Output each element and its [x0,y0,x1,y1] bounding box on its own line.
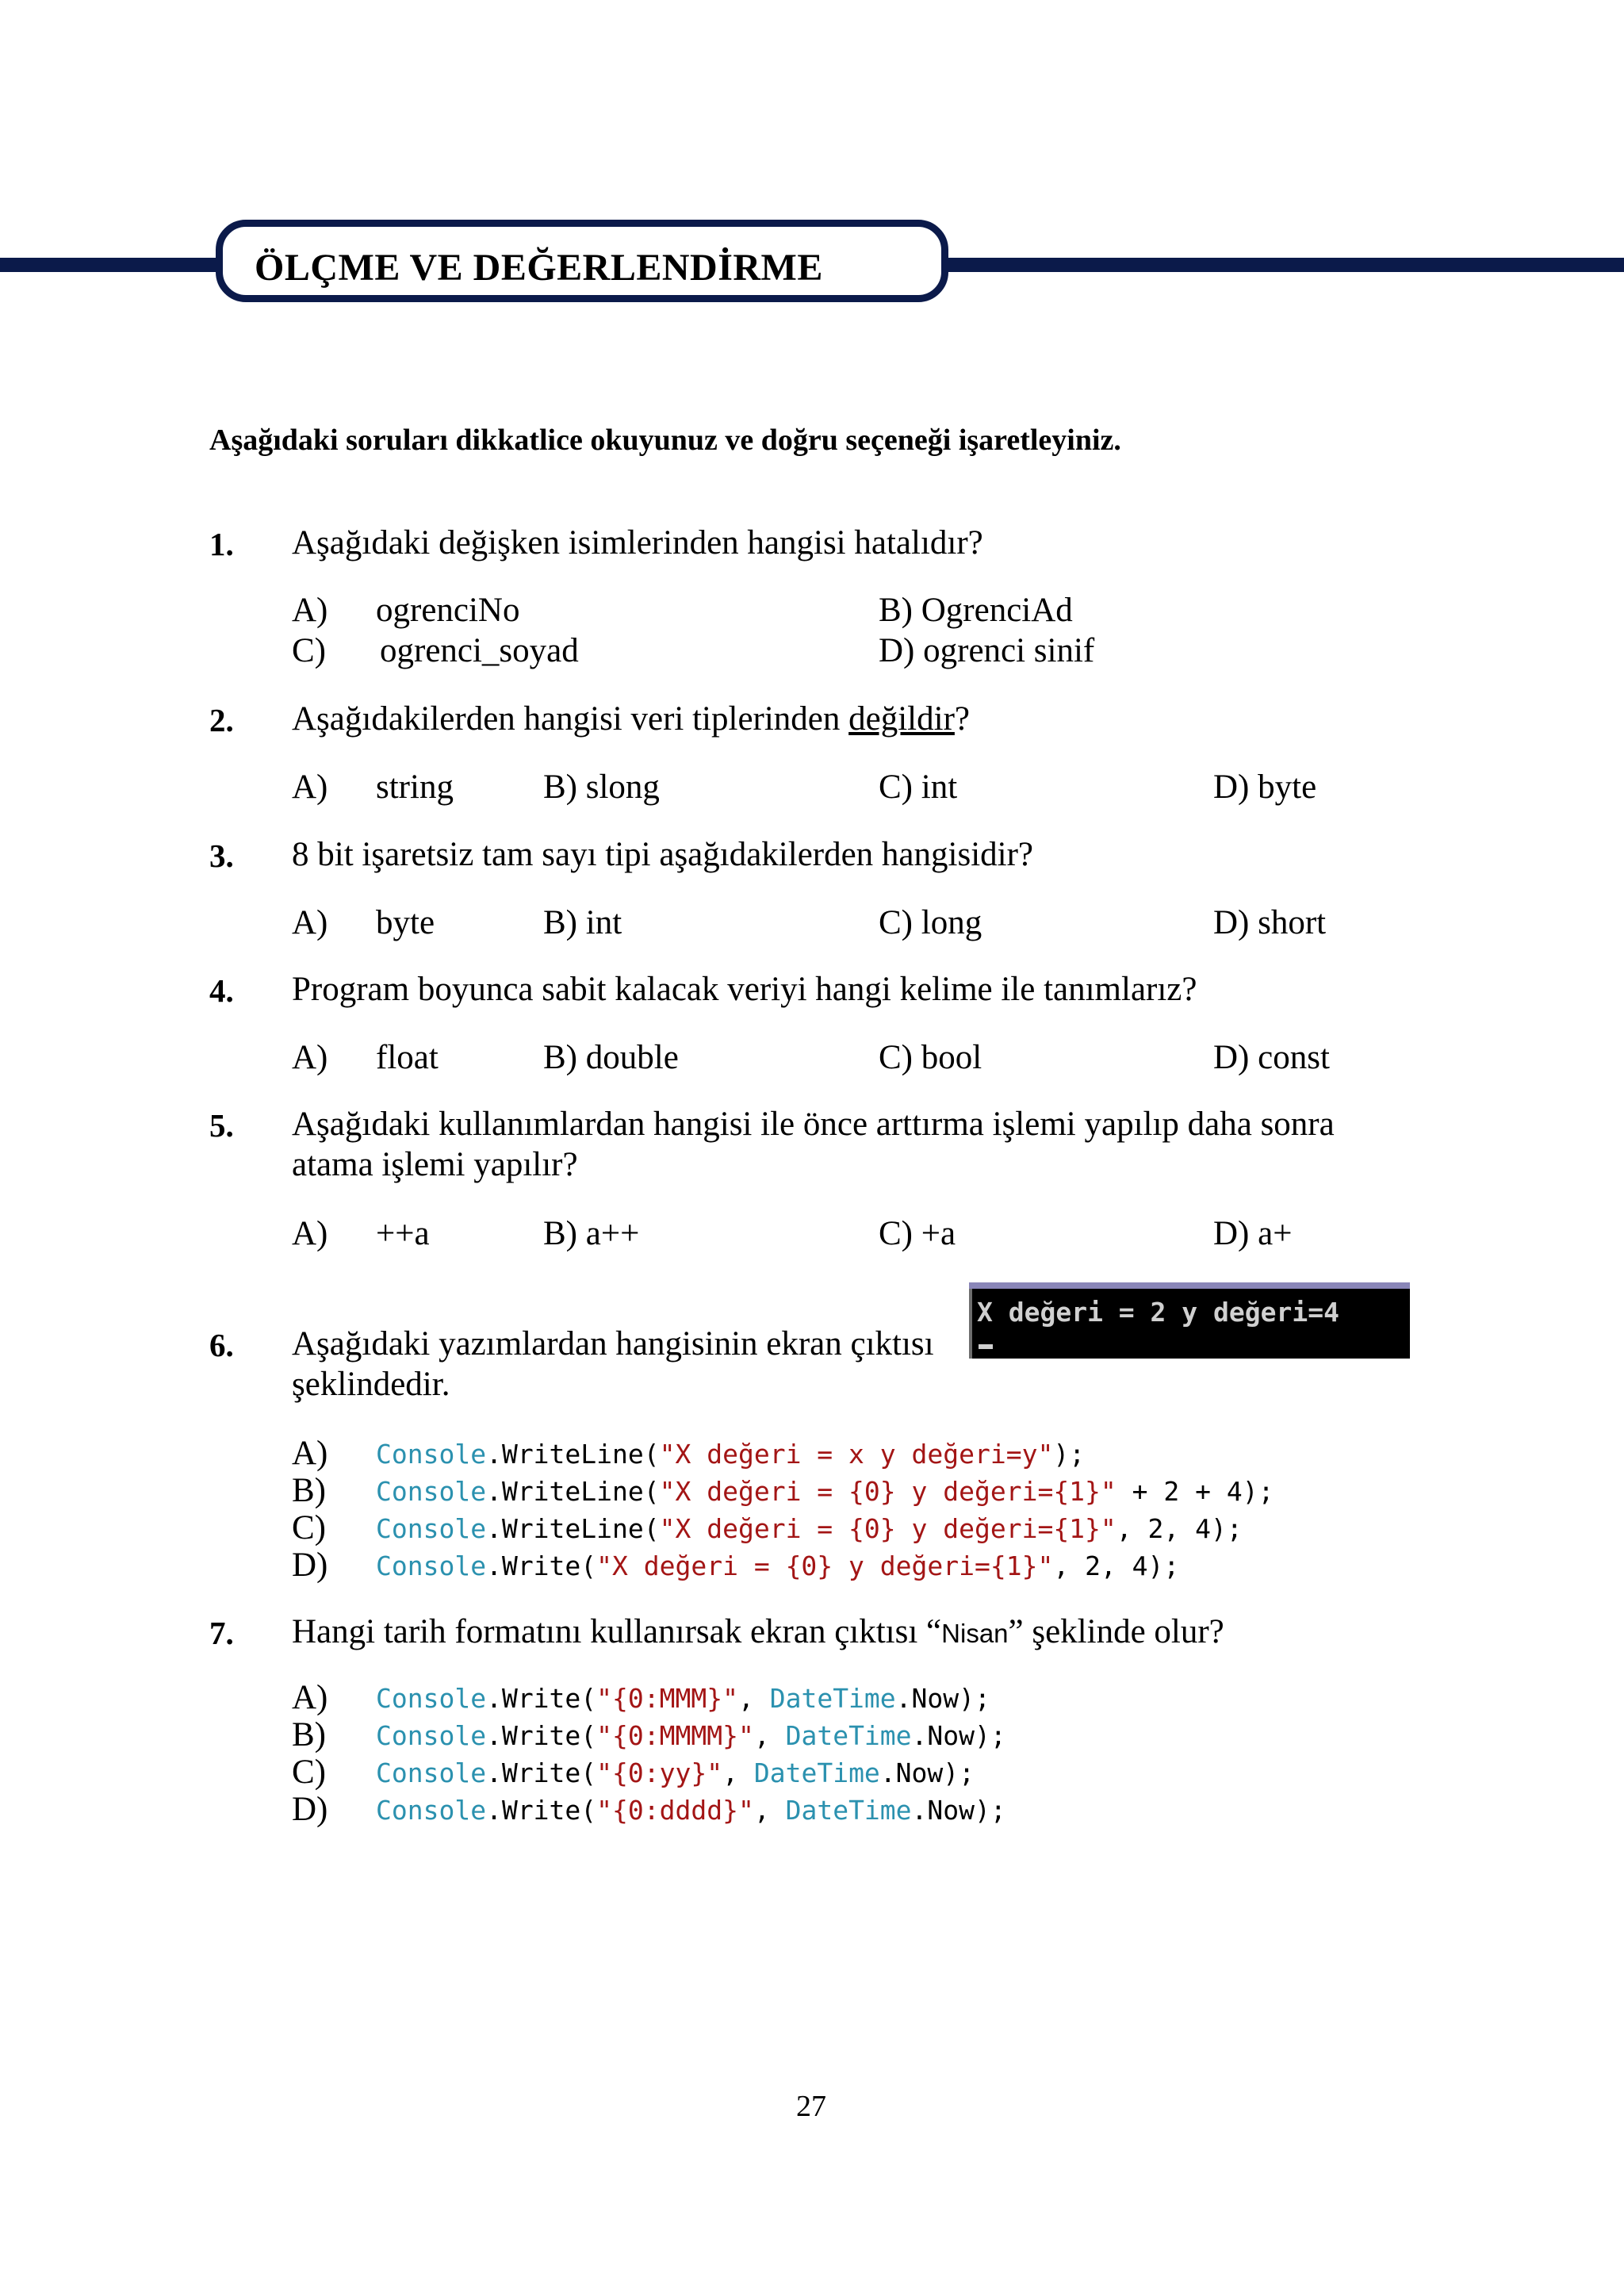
q1-option-a: ogrenciNo [376,592,520,629]
header-band-left [0,258,230,272]
q1-option-d: D) ogrenci sinif [879,632,1095,669]
q1-option-b: B) OgrenciAd [879,592,1073,629]
q2-option-d: D) byte [1213,768,1317,806]
question-5-text-line1: Aşağıdaki kullanımlardan hangisi ile önce arttırma işlemi yapılıp daha sonra [292,1106,1335,1143]
q6-option-b-label: B) [292,1472,326,1509]
q7-option-a-code: Console.Write("{0:MMM}", DateTime.Now); [376,1683,990,1714]
question-6-text-line2: şeklindedir. [292,1366,450,1403]
q7-option-d-label: D) [292,1791,328,1828]
section-title-box [216,220,948,302]
question-6-text-line1: Aşağıdaki yazımlardan hangisinin ekran çıktısı [292,1325,934,1363]
question-1-number: 1. [209,526,234,562]
console-output-screenshot [969,1282,1410,1359]
question-1-text: Aşağıdaki değişken isimlerinden hangisi hatalıdır? [292,524,983,562]
q7-option-d-code: Console.Write("{0:dddd}", DateTime.Now); [376,1795,1006,1826]
q7-option-c-label: C) [292,1753,326,1791]
q6-option-a-label: A) [292,1435,328,1472]
q6-option-c-label: C) [292,1509,326,1547]
question-3-number: 3. [209,837,234,874]
q6-option-d-label: D) [292,1547,328,1584]
q4-option-b: B) double [543,1039,679,1076]
q2-option-b: B) slong [543,768,660,806]
header-band-right [944,258,1624,272]
q3-option-b: B) int [543,904,622,941]
q4-option-d: D) const [1213,1039,1330,1076]
q2-option-a-label: A) [292,768,328,806]
page-number: 27 [796,2090,826,2123]
question-6-number: 6. [209,1327,234,1363]
q3-option-d: D) short [1213,904,1327,941]
question-4-text: Program boyunca sabit kalacak veriyi hangi kelime ile tanımlarız? [292,971,1197,1008]
q3-option-c: C) long [879,904,982,941]
console-cursor [979,1344,993,1349]
q2-option-a: string [376,768,454,806]
q4-option-a: float [376,1039,439,1076]
q6-option-a-code: Console.WriteLine("X değeri = x y değeri=y"); [376,1439,1086,1470]
instructions: Aşağıdaki soruları dikkatlice okuyunuz ve doğru seçeneği işaretleyiniz. [209,424,1121,457]
console-scrollbar [969,1289,972,1359]
section-title: ÖLÇME VE DEĞERLENDİRME [255,247,823,289]
q1-option-c: ogrenci_soyad [380,632,579,669]
q1-option-c-label: C) [292,632,326,669]
question-5-text-line2: atama işlemi yapılır? [292,1146,578,1183]
q3-option-a: byte [376,904,435,941]
q5-option-c: C) +a [879,1215,956,1252]
q5-option-d: D) a+ [1213,1215,1293,1252]
q6-option-d-code: Console.Write("X değeri = {0} y değeri={1}", 2, 4); [376,1550,1180,1581]
console-output-text: X değeri = 2 y değeri=4 [977,1297,1339,1328]
question-2-underlined-word: değildir [848,700,955,738]
question-3-text: 8 bit işaretsiz tam sayı tipi aşağıdakilerden hangisidir? [292,836,1033,873]
question-7-text: Hangi tarih formatını kullanırsak ekran çıktısı “Nisan” şeklinde olur? [292,1613,1224,1650]
q5-option-a: ++a [376,1215,430,1252]
q6-option-c-code: Console.WriteLine("X değeri = {0} y değeri={1}", 2, 4); [376,1513,1243,1544]
question-2-number: 2. [209,702,234,738]
q5-option-b: B) a++ [543,1215,640,1252]
q3-option-a-label: A) [292,904,328,941]
question-7-number: 7. [209,1615,234,1651]
q2-option-c: C) int [879,768,958,806]
question-5-number: 5. [209,1107,234,1144]
question-7-inline-word: Nisan [941,1619,1009,1648]
q7-option-b-code: Console.Write("{0:MMMM}", DateTime.Now); [376,1720,1006,1751]
q5-option-a-label: A) [292,1215,328,1252]
q6-option-b-code: Console.WriteLine("X değeri = {0} y değeri={1}" + 2 + 4); [376,1476,1274,1507]
question-2-text: Aşağıdakilerden hangisi veri tiplerinden değildir? [292,700,970,738]
question-4-number: 4. [209,972,234,1009]
q4-option-a-label: A) [292,1039,328,1076]
q7-option-b-label: B) [292,1716,326,1753]
q4-option-c: C) bool [879,1039,982,1076]
q7-option-c-code: Console.Write("{0:yy}", DateTime.Now); [376,1757,975,1788]
q7-option-a-label: A) [292,1679,328,1716]
q1-option-a-label: A) [292,592,328,629]
